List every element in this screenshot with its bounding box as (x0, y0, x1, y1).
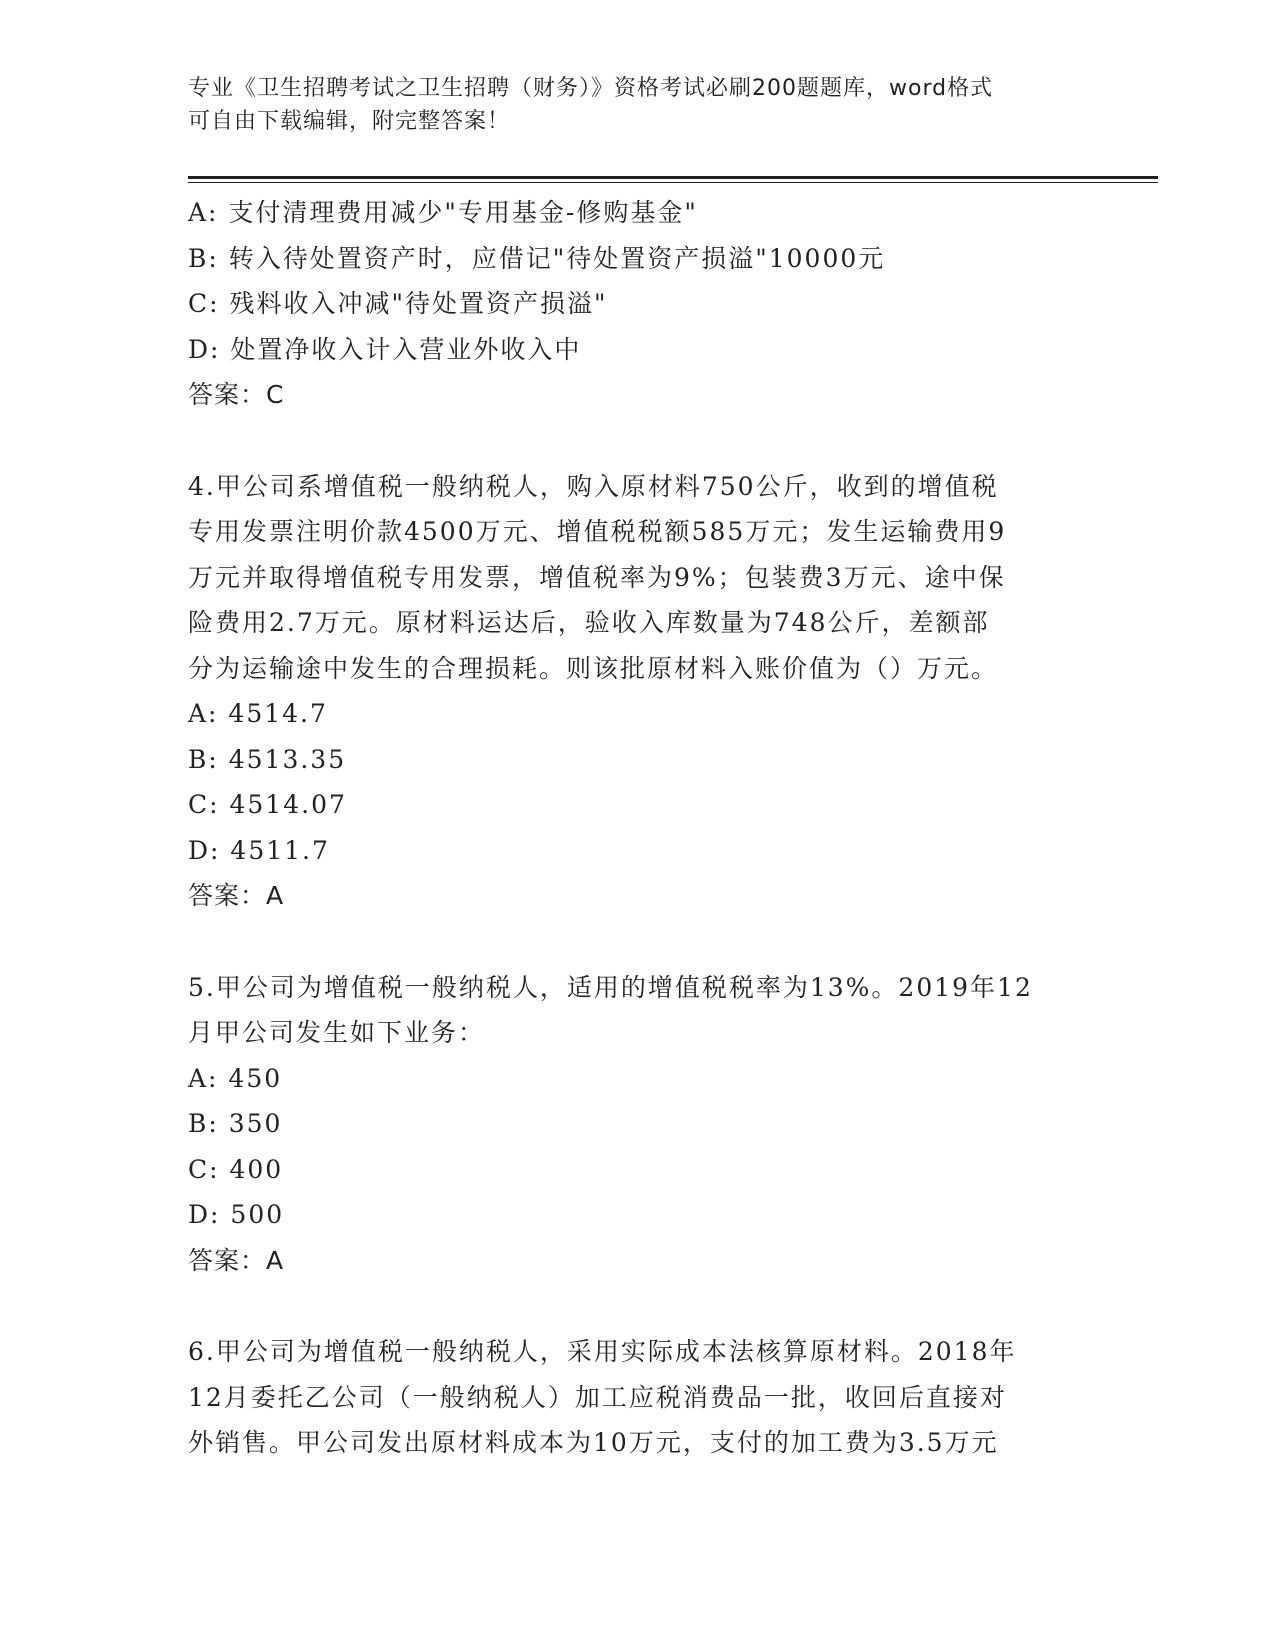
option-c: C: 4514.07 (188, 790, 347, 819)
question-text-line: 5.甲公司为增值税一般纳税人，适用的增值税税率为13%。2019年12 (188, 972, 1033, 1002)
spacer (188, 418, 1108, 464)
option-d: D: 500 (188, 1200, 285, 1229)
option-c: C: 残料收入冲减"待处置资产损溢" (188, 289, 608, 318)
option-b: B: 转入待处置资产时，应借记"待处置资产损溢"10000元 (188, 243, 886, 273)
question-text-line: 分为运输途中发生的合理损耗。则该批原材料入账价值为（）万元。 (188, 653, 999, 683)
question-text-line: 4.甲公司系增值税一般纳税人，购入原材料750公斤，收到的增值税 (188, 471, 999, 501)
option-c: C: 400 (188, 1154, 284, 1184)
answer: 答案：A (188, 1245, 285, 1275)
question-list (188, 190, 1108, 1466)
question-text-line: 专用发票注明价款4500万元、增值税税额585万元；发生运输费用9 (188, 517, 1007, 546)
document-header (188, 72, 1088, 138)
option-b: B: 350 (188, 1109, 283, 1138)
question-4 (188, 464, 1108, 919)
header-line-2: 可自由下载编辑，附完整答案！ (188, 109, 511, 134)
spacer (188, 1283, 1108, 1329)
spacer (188, 919, 1108, 965)
option-d: D: 处置净收入计入营业外收入中 (188, 334, 582, 364)
question-text-line: 外销售。甲公司发出原材料成本为10万元，支付的加工费为3.5万元 (188, 1428, 999, 1457)
question-text-line: 险费用2.7万元。原材料运达后，验收入库数量为748公斤，差额部 (188, 608, 990, 637)
option-a: A: 支付清理费用减少"专用基金-修购基金" (188, 198, 698, 227)
header-divider-thick (188, 176, 1158, 179)
question-text-line: 12月委托乙公司（一般纳税人）加工应税消费品一批，收回后直接对 (188, 1382, 1007, 1412)
question-text-line: 月甲公司发生如下业务： (188, 1018, 486, 1047)
question-5 (188, 965, 1108, 1284)
question-text-line: 万元并取得增值税专用发票，增值税率为9%；包装费3万元、途中保 (188, 562, 1006, 592)
question-text-line: 6.甲公司为增值税一般纳税人，采用实际成本法核算原材料。2018年 (188, 1337, 1017, 1366)
question-6 (188, 1329, 1108, 1466)
option-a: A: 4514.7 (188, 699, 328, 728)
answer: 答案：A (188, 881, 285, 910)
answer: 答案：C (188, 380, 285, 409)
option-a: A: 450 (188, 1063, 283, 1093)
header-divider-thin (188, 182, 1158, 183)
question-3 (188, 190, 1108, 418)
option-d: D: 4511.7 (188, 835, 330, 865)
option-b: B: 4513.35 (188, 744, 347, 774)
header-line-1: 专业《卫生招聘考试之卫生招聘（财务）》资格考试必刷200题题库，word格式 (188, 76, 994, 101)
